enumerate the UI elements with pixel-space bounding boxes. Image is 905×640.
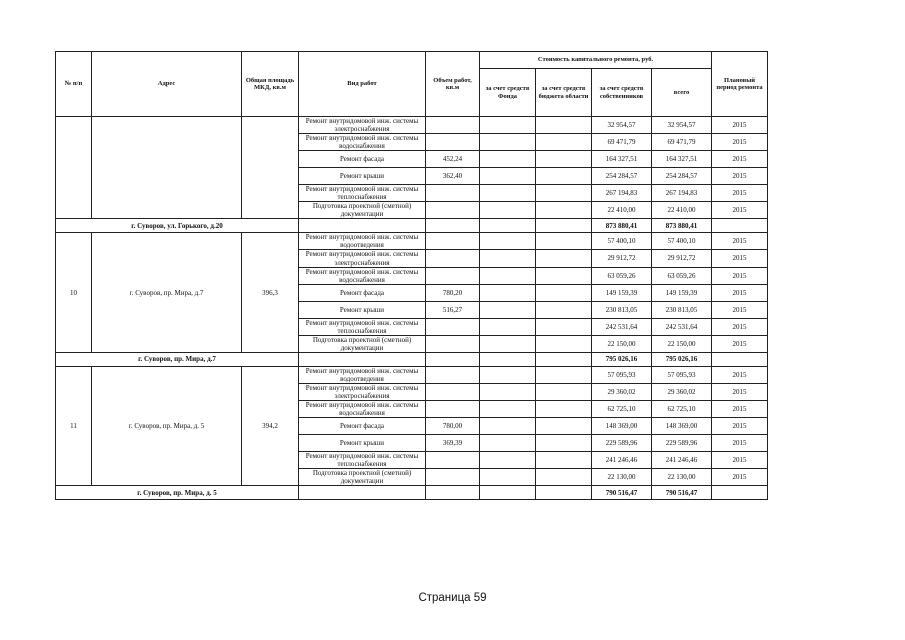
work-type-cell: Ремонт внутридомовой инж. системы электроснабжения [299,250,426,267]
volume-cell [426,185,480,202]
table-row [56,117,768,134]
work-type-cell: Ремонт внутридомовой инж. системы электроснабжения [299,117,426,134]
total-cost-cell: 241 246,46 [652,452,712,469]
fund-cell [480,435,536,452]
subtotal-empty-cell [299,219,426,233]
subtotal-address: г. Суворов, пр. Мира, д. 5 [56,486,299,500]
period-cell: 2015 [712,233,768,250]
header-address: Адрес [92,52,242,117]
total-cost-cell: 164 327,51 [652,151,712,168]
area-cell: 394,2 [242,366,299,485]
owners-cost-cell: 254 284,57 [592,168,652,185]
regional-cell [536,168,592,185]
total-cost-cell: 22 410,00 [652,202,712,219]
total-cost-cell: 230 813,05 [652,301,712,318]
subtotal-address: г. Суворов, пр. Мира, д.7 [56,352,299,366]
fund-cell [480,335,536,352]
fund-cell [480,233,536,250]
volume-cell [426,401,480,418]
regional-cell [536,250,592,267]
regional-cell [536,452,592,469]
owners-cost-cell: 62 725,10 [592,401,652,418]
subtotal-empty-cell [426,219,480,233]
volume-cell [426,267,480,284]
total-cost-cell: 22 150,00 [652,335,712,352]
work-type-cell: Подготовка проектной (сметной) документации [299,469,426,486]
owners-cost-cell: 230 813,05 [592,301,652,318]
regional-cell [536,418,592,435]
regional-cell [536,469,592,486]
header-area: Общая площадь МКД, кв.м [242,52,299,117]
volume-cell [426,318,480,335]
regional-cell [536,202,592,219]
owners-cost-cell: 29 912,72 [592,250,652,267]
period-cell: 2015 [712,202,768,219]
subtotal-empty-cell [480,486,536,500]
subtotal-row [56,219,768,233]
fund-cell [480,267,536,284]
page-number: Страница 59 [418,592,487,604]
total-cost-cell: 29 360,02 [652,383,712,400]
period-cell: 2015 [712,335,768,352]
period-cell: 2015 [712,250,768,267]
table-body [56,117,768,500]
subtotal-empty-cell [480,352,536,366]
period-cell: 2015 [712,301,768,318]
fund-cell [480,301,536,318]
work-type-cell: Ремонт крыши [299,435,426,452]
subtotal-owners: 795 026,16 [592,352,652,366]
total-cost-cell: 267 194,83 [652,185,712,202]
header-cost-group: Стоимость капитального ремонта, руб. [480,52,712,69]
regional-cell [536,267,592,284]
owners-cost-cell: 164 327,51 [592,151,652,168]
work-type-cell: Подготовка проектной (сметной) документации [299,202,426,219]
header-period: Плановый период ремонта [712,52,768,117]
subtotal-empty-cell [480,219,536,233]
total-cost-cell: 29 912,72 [652,250,712,267]
volume-cell: 780,20 [426,284,480,301]
regional-cell [536,117,592,134]
address-cell: г. Суворов, пр. Мира, д. 5 [92,366,242,485]
period-cell: 2015 [712,452,768,469]
period-cell: 2015 [712,318,768,335]
work-type-cell: Подготовка проектной (сметной) документации [299,335,426,352]
period-cell: 2015 [712,185,768,202]
owners-cost-cell: 148 369,00 [592,418,652,435]
owners-cost-cell: 69 471,79 [592,134,652,151]
regional-cell [536,383,592,400]
total-cost-cell: 229 589,96 [652,435,712,452]
period-cell: 2015 [712,284,768,301]
work-type-cell: Ремонт внутридомовой инж. системы теплоснабжения [299,185,426,202]
total-cost-cell: 254 284,57 [652,168,712,185]
subtotal-empty-cell [712,486,768,500]
fund-cell [480,185,536,202]
volume-cell [426,134,480,151]
regional-cell [536,435,592,452]
period-cell: 2015 [712,418,768,435]
volume-cell: 362,40 [426,168,480,185]
work-type-cell: Ремонт крыши [299,301,426,318]
period-cell: 2015 [712,401,768,418]
regional-cell [536,366,592,383]
header-work-type: Вид работ [299,52,426,117]
regional-cell [536,233,592,250]
fund-cell [480,318,536,335]
subtotal-owners: 790 516,47 [592,486,652,500]
row-number [56,117,92,219]
subtotal-row [56,352,768,366]
work-type-cell: Ремонт фасада [299,418,426,435]
volume-cell [426,117,480,134]
fund-cell [480,452,536,469]
owners-cost-cell: 149 159,39 [592,284,652,301]
fund-cell [480,366,536,383]
subtotal-total: 795 026,16 [652,352,712,366]
fund-cell [480,469,536,486]
work-type-cell: Ремонт внутридомовой инж. системы теплоснабжения [299,318,426,335]
regional-cell [536,318,592,335]
work-type-cell: Ремонт фасада [299,284,426,301]
total-cost-cell: 57 400,10 [652,233,712,250]
total-cost-cell: 149 159,39 [652,284,712,301]
volume-cell [426,202,480,219]
row-number: 10 [56,233,92,352]
total-cost-cell: 57 095,93 [652,366,712,383]
header-fund: за счет средств Фонда [480,69,536,117]
area-cell: 396,3 [242,233,299,352]
subtotal-address: г. Суворов, ул. Горького, д.20 [56,219,299,233]
owners-cost-cell: 22 130,00 [592,469,652,486]
fund-cell [480,383,536,400]
volume-cell: 369,39 [426,435,480,452]
regional-cell [536,284,592,301]
work-type-cell: Ремонт крыши [299,168,426,185]
volume-cell [426,335,480,352]
fund-cell [480,401,536,418]
subtotal-total: 790 516,47 [652,486,712,500]
subtotal-empty-cell [299,352,426,366]
area-cell [242,117,299,219]
period-cell: 2015 [712,267,768,284]
header-owners: за счет средств собственников [592,69,652,117]
total-cost-cell: 63 059,26 [652,267,712,284]
owners-cost-cell: 29 360,02 [592,383,652,400]
total-cost-cell: 32 954,57 [652,117,712,134]
fund-cell [480,250,536,267]
owners-cost-cell: 22 150,00 [592,335,652,352]
owners-cost-cell: 229 589,96 [592,435,652,452]
subtotal-owners: 873 880,41 [592,219,652,233]
subtotal-empty-cell [712,352,768,366]
owners-cost-cell: 63 059,26 [592,267,652,284]
subtotal-empty-cell [712,219,768,233]
regional-cell [536,134,592,151]
period-cell: 2015 [712,435,768,452]
owners-cost-cell: 267 194,83 [592,185,652,202]
regional-cell [536,335,592,352]
owners-cost-cell: 32 954,57 [592,117,652,134]
subtotal-empty-cell [536,352,592,366]
volume-cell: 516,27 [426,301,480,318]
volume-cell [426,233,480,250]
period-cell: 2015 [712,168,768,185]
total-cost-cell: 148 369,00 [652,418,712,435]
owners-cost-cell: 22 410,00 [592,202,652,219]
regional-cell [536,301,592,318]
volume-cell [426,469,480,486]
header-num: № п/п [56,52,92,117]
regional-cell [536,151,592,168]
regional-cell [536,185,592,202]
period-cell: 2015 [712,117,768,134]
total-cost-cell: 242 531,64 [652,318,712,335]
subtotal-empty-cell [299,486,426,500]
volume-cell [426,366,480,383]
subtotal-total: 873 880,41 [652,219,712,233]
work-type-cell: Ремонт внутридомовой инж. системы водоснабжения [299,267,426,284]
header-total: всего [652,69,712,117]
address-cell [92,117,242,219]
volume-cell [426,250,480,267]
owners-cost-cell: 57 400,10 [592,233,652,250]
work-type-cell: Ремонт внутридомовой инж. системы теплоснабжения [299,452,426,469]
work-type-cell: Ремонт фасада [299,151,426,168]
fund-cell [480,418,536,435]
capital-repair-table [55,51,768,500]
subtotal-empty-cell [426,486,480,500]
owners-cost-cell: 242 531,64 [592,318,652,335]
period-cell: 2015 [712,366,768,383]
subtotal-row [56,486,768,500]
work-type-cell: Ремонт внутридомовой инж. системы электроснабжения [299,383,426,400]
subtotal-empty-cell [536,219,592,233]
fund-cell [480,202,536,219]
period-cell: 2015 [712,469,768,486]
work-type-cell: Ремонт внутридомовой инж. системы водоснабжения [299,401,426,418]
address-cell: г. Суворов, пр. Мира, д.7 [92,233,242,352]
fund-cell [480,117,536,134]
total-cost-cell: 62 725,10 [652,401,712,418]
regional-cell [536,401,592,418]
fund-cell [480,168,536,185]
fund-cell [480,284,536,301]
total-cost-cell: 22 130,00 [652,469,712,486]
volume-cell: 780,00 [426,418,480,435]
subtotal-empty-cell [536,486,592,500]
owners-cost-cell: 241 246,46 [592,452,652,469]
row-number: 11 [56,366,92,485]
period-cell: 2015 [712,134,768,151]
volume-cell [426,383,480,400]
work-type-cell: Ремонт внутридомовой инж. системы водоснабжения [299,134,426,151]
fund-cell [480,134,536,151]
work-type-cell: Ремонт внутридомовой инж. системы водоотведения [299,366,426,383]
period-cell: 2015 [712,151,768,168]
header-regional: за счет средств бюджета области [536,69,592,117]
owners-cost-cell: 57 095,93 [592,366,652,383]
subtotal-empty-cell [426,352,480,366]
volume-cell [426,452,480,469]
table-row [56,233,768,250]
period-cell: 2015 [712,383,768,400]
volume-cell: 452,24 [426,151,480,168]
total-cost-cell: 69 471,79 [652,134,712,151]
fund-cell [480,151,536,168]
header-volume: Объем работ, кв.м [426,52,480,117]
table-row [56,366,768,383]
work-type-cell: Ремонт внутридомовой инж. системы водоотведения [299,233,426,250]
